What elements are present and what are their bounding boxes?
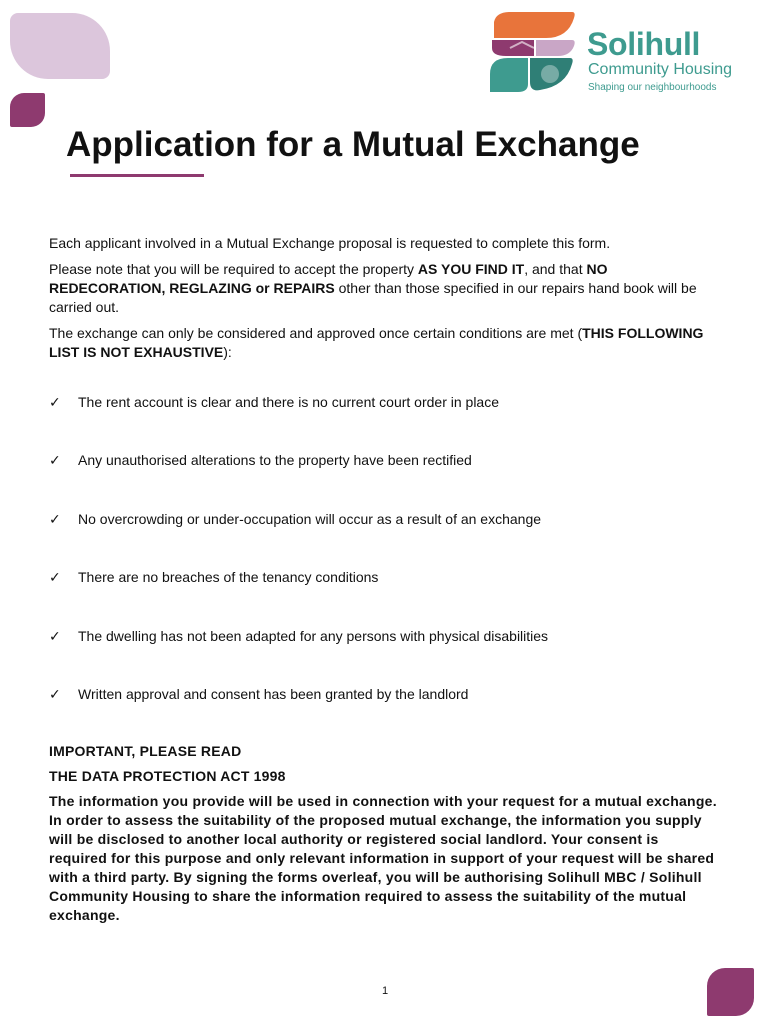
decorative-lilac-shape [10,13,110,79]
checkmark-icon: ✓ [49,627,61,644]
checkmark-icon: ✓ [49,569,61,586]
data-protection-body: The information you provide will be used in connection with your request for a mutual exchange. In order to assess the suitability of the proposed mutual exchange, the information you supply will be disclosed to another local authority or registered social landlord. Your consent is required for this purpose and only relevant information in support of your request will be shared with a third party. By signing the forms overleaf, you will be authorising Solihull MBC / Solihull Community Housing to share the information required to assess the suitability of the mutual exchange. [49,793,717,923]
intro-paragraph-2: Please note that you will be required to accept the property AS YOU FIND IT, and that NO REDECORATION, REGLAZING or REPAIRS other than those specified in our repairs hand book will be carried out. [49,261,697,315]
condition-item [49,510,729,568]
logo-tagline: Shaping our neighbourhoods [588,82,717,93]
condition-text: Any unauthorised alterations to the property have been rectified [78,452,472,469]
page-title: Application for a Mutual Exchange [66,125,640,164]
condition-item [49,393,729,451]
checkmark-icon: ✓ [49,685,61,702]
solihull-community-housing-logo [488,12,763,92]
data-protection-section [49,742,719,925]
page-number: 1 [381,985,389,997]
title-underline [70,174,204,177]
intro-paragraph-3: The exchange can only be considered and approved once certain conditions are met (THIS FOLLOWING LIST IS NOT EXHAUSTIVE): [49,325,704,360]
important-heading: IMPORTANT, PLEASE READ [49,743,242,759]
decorative-plum-shape [10,93,45,127]
conditions-list [49,393,729,743]
condition-text: There are no breaches of the tenancy conditions [78,569,379,586]
checkmark-icon: ✓ [49,510,61,527]
condition-text: The dwelling has not been adapted for any persons with physical disabilities [78,627,549,644]
condition-item [49,685,729,743]
logo-mark-icon [488,12,576,92]
condition-item [49,568,729,626]
data-protection-heading: THE DATA PROTECTION ACT 1998 [49,768,286,784]
decorative-plum-shape-bottom [707,968,754,1016]
logo-name: Solihull [587,26,701,62]
checkmark-icon: ✓ [49,394,61,410]
checkmark-icon: ✓ [49,452,61,469]
condition-text: The rent account is clear and there is no current court order in place [78,394,499,410]
condition-item [49,627,729,685]
intro-paragraph-1: Each applicant involved in a Mutual Exchange proposal is requested to complete this form. [49,235,611,251]
condition-item [49,451,729,509]
logo-subtitle: Community Housing [588,61,733,78]
condition-text: Written approval and consent has been granted by the landlord [78,685,469,702]
intro-section [49,234,719,369]
condition-text: No overcrowding or under-occupation will occur as a result of an exchange [78,510,542,527]
